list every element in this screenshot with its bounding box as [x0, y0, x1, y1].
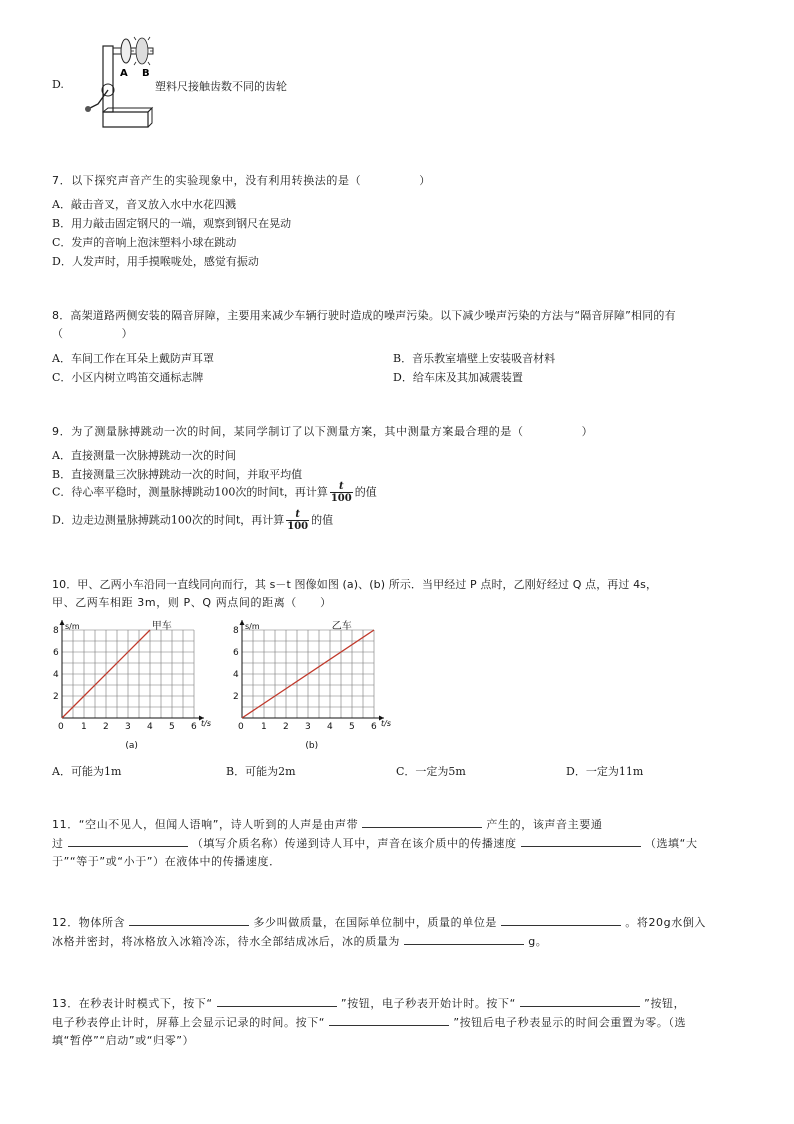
chart-caption: (a)	[125, 741, 138, 751]
chart-a-jia	[40, 614, 220, 754]
y-tick-label: 4	[233, 670, 239, 680]
q8-stem-line2: （ ）	[52, 327, 134, 340]
x-tick-label: 4	[147, 722, 153, 732]
q7-option-b: B．用力敲击固定钢尺的一端，观察到钢尺在晃动	[52, 217, 292, 230]
y-tick-label: 8	[233, 626, 239, 636]
q10-stem-line1: 10．甲、乙两小车沿同一直线同向而行，其 s－t 图像如图 (a)、(b) 所示．当甲经过 P 点时，乙刚好经过 Q 点，再过 4s，	[52, 578, 658, 591]
q13-line1: 13．在秒表计时模式下，按下“ ”按钮，电子秒表开始计时。按下“ ”按钮，	[52, 994, 685, 1011]
x-tick-label: 2	[283, 722, 289, 732]
q8-option-a: A．车间工作在耳朵上戴防声耳罩	[52, 352, 214, 365]
q7-option-d: D．人发声时，用手摸喉咙处，感觉有振动	[52, 255, 259, 268]
x-tick-label: 0	[58, 722, 64, 732]
q13-blank-1[interactable]	[217, 994, 337, 1007]
fraction-t-over-100: $\frac{t}{100}$	[287, 509, 309, 532]
q12-blank-2[interactable]	[501, 913, 621, 926]
x-tick-label: 3	[305, 722, 311, 732]
x-tick-label: 4	[327, 722, 333, 732]
x-tick-label: 6	[371, 722, 377, 732]
q8-option-d: D．给车床及其加减震装置	[393, 371, 523, 384]
q8-option-b: B．音乐教室墙壁上安装吸音材料	[393, 352, 556, 365]
q12-line2: 冰格并密封，将冰格放入冰箱冷冻，待水全部结成冰后，冰的质量为 g。	[52, 932, 547, 949]
q13-line2: 电子秒表停止计时，屏幕上会显示记录的时间。按下“ ”按钮后电子秒表显示的时间会重置为零。（选	[52, 1013, 686, 1030]
q12-line1: 12．物体所含 多少叫做质量，在国际单位制中，质量的单位是 。将20g水倒入	[52, 913, 706, 930]
q10-option-a: A．可能为1m	[52, 765, 122, 778]
gear-apparatus-figure	[70, 32, 160, 134]
fraction-t-over-100: $\frac{t}{100}$	[330, 481, 352, 504]
q10-option-c: C．一定为5m	[396, 765, 466, 778]
x-axis-label: t/s	[201, 719, 211, 728]
gear-b-label: B	[142, 68, 150, 79]
y-axis-label: s/m	[65, 622, 80, 631]
q10-option-d: D．一定为11m	[566, 765, 644, 778]
q13-line3: 填“暂停”“启动”或“归零”）	[52, 1034, 195, 1047]
x-tick-label: 2	[103, 722, 109, 732]
x-tick-label: 0	[238, 722, 244, 732]
q10-stem-line2: 甲、乙两车相距 3m，则 P、Q 两点间的距离（ ）	[52, 596, 332, 609]
q13-blank-2[interactable]	[520, 994, 640, 1007]
y-tick-label: 6	[53, 648, 59, 658]
y-tick-label: 8	[53, 626, 59, 636]
q9-option-c-post: 的值	[354, 485, 377, 499]
y-tick-label: 6	[233, 648, 239, 658]
q13-blank-3[interactable]	[329, 1013, 449, 1026]
chart-caption: (b)	[305, 741, 319, 751]
x-tick-label: 5	[169, 722, 175, 732]
chart-title: 甲车	[151, 621, 172, 632]
y-axis-arrow	[240, 620, 245, 625]
chart-b-yi	[220, 614, 400, 754]
q11-line1: 11．“空山不见人，但闻人语响”，诗人听到的人声是由声带 产生的，该声音主要通	[52, 815, 602, 832]
q12-blank-3[interactable]	[404, 932, 524, 945]
q7-option-a: A．敲击音叉，音叉放入水中水花四溅	[52, 198, 236, 211]
q9-stem: 9．为了测量脉搏跳动一次的时间，某同学制订了以下测量方案，其中测量方案最合理的是（ ）	[52, 425, 594, 438]
y-axis-arrow	[60, 620, 65, 625]
y-tick-label: 2	[53, 692, 59, 702]
q9-option-d	[52, 509, 333, 532]
chart-title: 乙车	[331, 621, 352, 632]
q12-blank-1[interactable]	[129, 913, 249, 926]
q9-option-a: A．直接测量一次脉搏跳动一次的时间	[52, 449, 236, 462]
q6-option-d-label: D.	[52, 78, 64, 91]
gear-a-label: A	[120, 68, 128, 79]
q9-option-b: B．直接测量三次脉搏跳动一次的时间，并取平均值	[52, 468, 303, 481]
x-tick-label: 5	[349, 722, 355, 732]
q11-line2: 过 （填写介质名称）传递到诗人耳中，声音在该介质中的传播速度 （选填“大	[52, 834, 698, 851]
x-tick-label: 6	[191, 722, 197, 732]
x-tick-label: 3	[125, 722, 131, 732]
q11-blank-1[interactable]	[362, 815, 482, 828]
q11-blank-2[interactable]	[68, 834, 188, 847]
q9-option-d-pre: D．边走边测量脉搏跳动100次的时间t，再计算	[52, 513, 285, 527]
x-tick-label: 1	[261, 722, 267, 732]
x-tick-label: 1	[81, 722, 87, 732]
q7-stem: 7．以下探究声音产生的实验现象中，没有利用转换法的是（ ）	[52, 174, 431, 187]
q10-option-b: B．可能为2m	[226, 765, 296, 778]
y-axis-label: s/m	[245, 622, 260, 631]
x-axis-label: t/s	[381, 719, 391, 728]
q7-option-c: C．发声的音响上泡沫塑料小球在跳动	[52, 236, 237, 249]
y-tick-label: 4	[53, 670, 59, 680]
q9-option-d-post: 的值	[311, 513, 334, 527]
q8-option-c: C．小区内树立鸣笛交通标志牌	[52, 371, 204, 384]
q9-option-c	[52, 481, 377, 504]
q8-stem-line1: 8．高架道路两侧安装的隔音屏障，主要用来减少车辆行驶时造成的噪声污染。以下减少噪声污染的方法与“隔音屏障”相同的有	[52, 309, 676, 322]
q11-line3: 于”“等于”或“小于”）在液体中的传播速度．	[52, 855, 281, 868]
q9-option-c-pre: C．待心率平稳时，测量脉搏跳动100次的时间t，再计算	[52, 485, 328, 499]
y-tick-label: 2	[233, 692, 239, 702]
q11-blank-3[interactable]	[521, 834, 641, 847]
q6-option-d-text: 塑料尺接触齿数不同的齿轮	[155, 80, 287, 93]
